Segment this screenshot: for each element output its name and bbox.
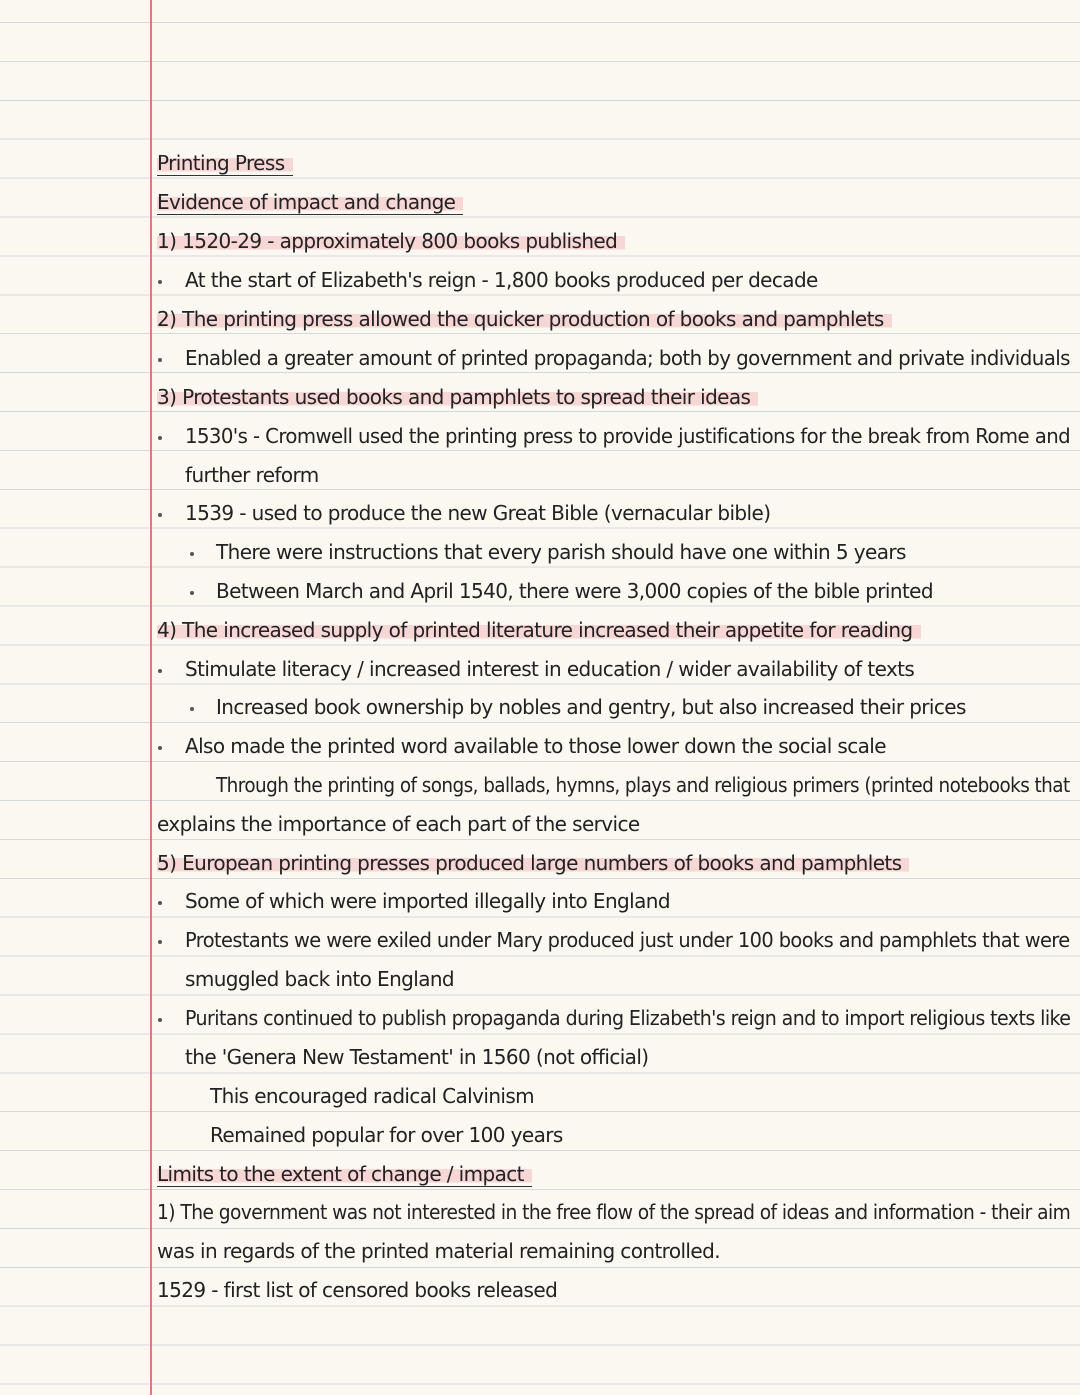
bullet-item: Stimulate literacy / increased interest in education / wider availability of texts <box>185 657 915 681</box>
bullet-dot <box>158 1018 162 1022</box>
evidence-heading: Evidence of impact and change <box>157 187 463 217</box>
limit-note: 1529 - first list of censored books released <box>157 1278 558 1302</box>
page-title: Printing Press <box>157 148 293 178</box>
sub-bullet-dot <box>190 552 194 556</box>
indented-text: Remained popular for over 100 years <box>210 1123 563 1147</box>
indented-text-continued: explains the importance of each part of the service <box>157 812 640 836</box>
bullet-dot <box>158 513 162 517</box>
bullet-item: 1530's - Cromwell used the printing press to provide justifications for the break from Rome and <box>185 424 1071 448</box>
bullet-dot <box>158 358 162 362</box>
limit-point-1-continued: was in regards of the printed material remaining controlled. <box>157 1239 720 1263</box>
point-3: 3) Protestants used books and pamphlets to spread their ideas <box>157 382 758 412</box>
bullet-dot <box>158 901 162 905</box>
point-1: 1) 1520-29 - approximately 800 books published <box>157 226 625 256</box>
indented-text: Through the printing of songs, ballads, hymns, plays and religious primers (printed notebooks that <box>216 773 1070 797</box>
sub-bullet-dot <box>190 707 194 711</box>
bullet-item: Also made the printed word available to those lower down the social scale <box>185 734 886 758</box>
bullet-item: At the start of Elizabeth's reign - 1,800 books produced per decade <box>185 268 818 292</box>
bullet-dot <box>158 436 162 440</box>
bullet-item: 1539 - used to produce the new Great Bible (vernacular bible) <box>185 501 771 525</box>
bullet-dot <box>158 280 162 284</box>
sub-bullet-dot <box>190 591 194 595</box>
bullet-item: Some of which were imported illegally into England <box>185 889 670 913</box>
bullet-dot <box>158 746 162 750</box>
sub-bullet-item: There were instructions that every parish should have one within 5 years <box>216 540 906 564</box>
bullet-item: Protestants we were exiled under Mary produced just under 100 books and pamphlets that were <box>185 928 1070 952</box>
point-4: 4) The increased supply of printed literature increased their appetite for reading <box>157 615 921 645</box>
point-2: 2) The printing press allowed the quicker production of books and pamphlets <box>157 304 892 334</box>
bullet-item: Enabled a greater amount of printed propaganda; both by government and private individuals <box>185 346 1070 370</box>
bullet-item: Puritans continued to publish propaganda during Elizabeth's reign and to import religious texts like <box>185 1006 1071 1030</box>
sub-bullet-item: Increased book ownership by nobles and gentry, but also increased their prices <box>216 695 966 719</box>
limit-point-1: 1) The government was not interested in the free flow of the spread of ideas and information - their aim <box>157 1200 1071 1224</box>
bullet-item-continued: further reform <box>185 463 319 487</box>
sub-bullet-item: Between March and April 1540, there were 3,000 copies of the bible printed <box>216 579 933 603</box>
point-5: 5) European printing presses produced large numbers of books and pamphlets <box>157 848 909 878</box>
limits-heading: Limits to the extent of change / impact <box>157 1159 532 1189</box>
bullet-item-continued: smuggled back into England <box>185 967 455 991</box>
bullet-dot <box>158 669 162 673</box>
indented-text: This encouraged radical Calvinism <box>210 1084 535 1108</box>
bullet-item-continued: the 'Genera New Testament' in 1560 (not official) <box>185 1045 649 1069</box>
bullet-dot <box>158 940 162 944</box>
